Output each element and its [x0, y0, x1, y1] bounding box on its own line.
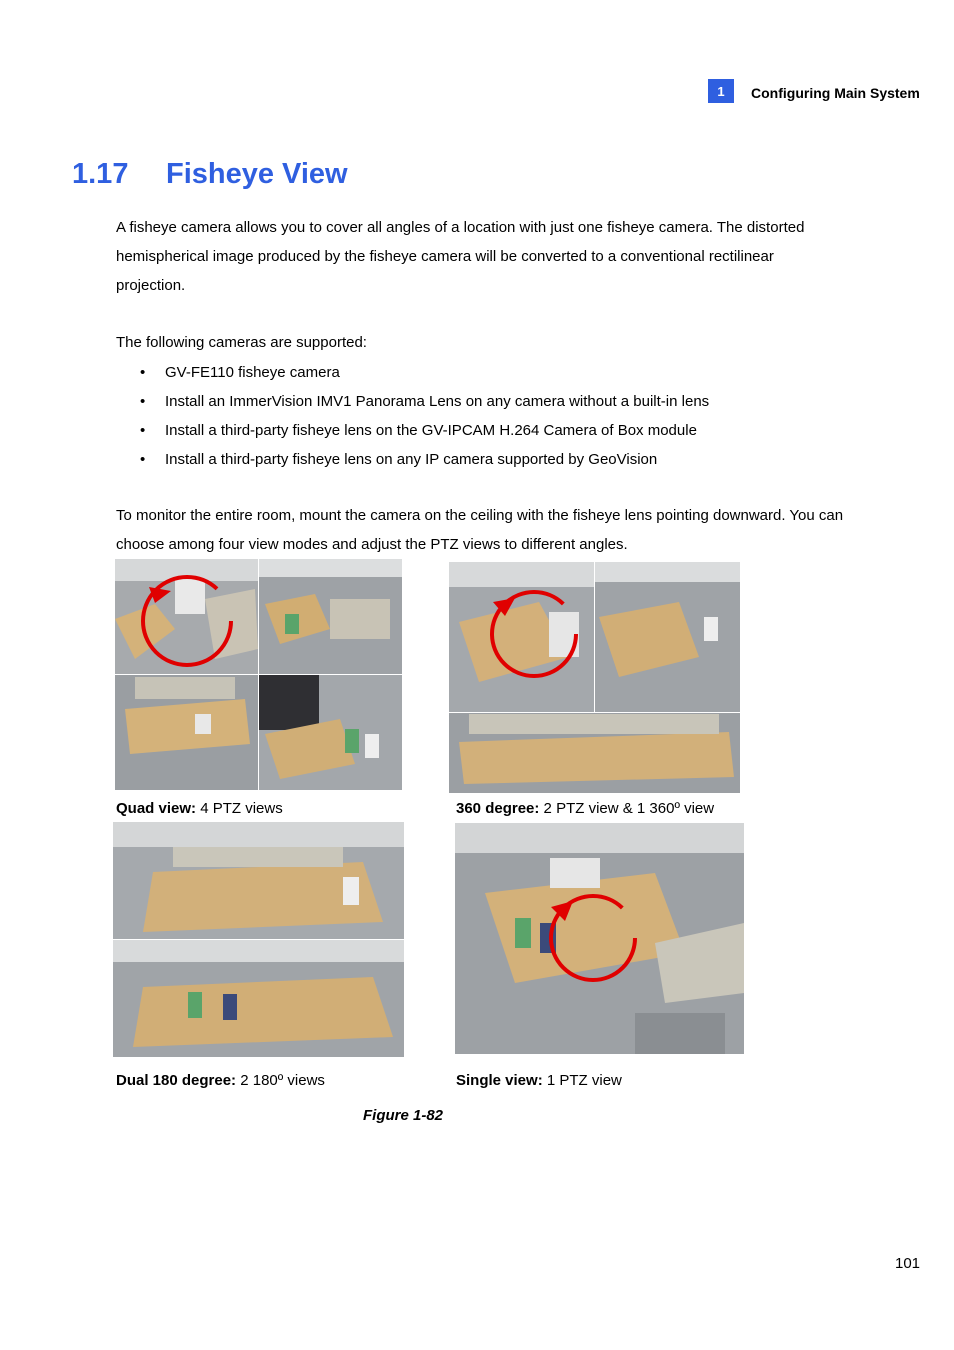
list-item: • Install a third-party fisheye lens on the GV-IPCAM H.264 Camera of Box module [140, 416, 709, 445]
chapter-title: Configuring Main System [751, 85, 920, 101]
section-heading [72, 158, 348, 191]
caption-label: Single view: [456, 1072, 543, 1089]
supported-cameras-intro: The following cameras are supported: [116, 334, 367, 351]
single-view-caption [456, 1072, 622, 1089]
dual180-view-screenshot [113, 822, 404, 1057]
quad-view-screenshot [115, 559, 402, 790]
page-number: 101 [895, 1255, 921, 1272]
section-number: 1.17 [72, 158, 129, 190]
caption-desc: 2 180º views [236, 1072, 325, 1089]
supported-cameras-list [140, 358, 709, 474]
list-item: • Install an ImmerVision IMV1 Panorama Lens on any camera without a built-in lens [140, 387, 709, 416]
chapter-number-badge: 1 [708, 79, 734, 103]
quad-view-caption [116, 800, 283, 817]
list-item: • GV-FE110 fisheye camera [140, 358, 709, 387]
dual180-view-caption [116, 1072, 325, 1089]
caption-desc: 4 PTZ views [196, 800, 283, 817]
caption-desc: 1 PTZ view [542, 1072, 622, 1089]
list-item: • Install a third-party fisheye lens on any IP camera supported by GeoVision [140, 445, 709, 474]
deg360-view-screenshot [449, 562, 740, 793]
section-title: Fisheye View [166, 158, 348, 190]
single-view-screenshot [455, 823, 744, 1054]
caption-label: Quad view: [116, 800, 197, 817]
figure-label: Figure 1-82 [363, 1107, 444, 1124]
mounting-paragraph: To monitor the entire room, mount the camera on the ceiling with the fisheye lens pointing downward. You can choose among four view modes and adjust the PTZ views to different angles. [116, 507, 844, 553]
caption-desc: 2 PTZ view & 1 360º view [539, 800, 715, 817]
intro-paragraph: A fisheye camera allows you to cover all angles of a location with just one fisheye camera. The distorted hemispherical image produced by the fisheye camera will be converted to a conventional rectilinear projection. [116, 219, 805, 294]
caption-label: 360 degree: [456, 800, 540, 817]
caption-label: Dual 180 degree: [116, 1072, 237, 1089]
deg360-view-caption [456, 800, 714, 817]
